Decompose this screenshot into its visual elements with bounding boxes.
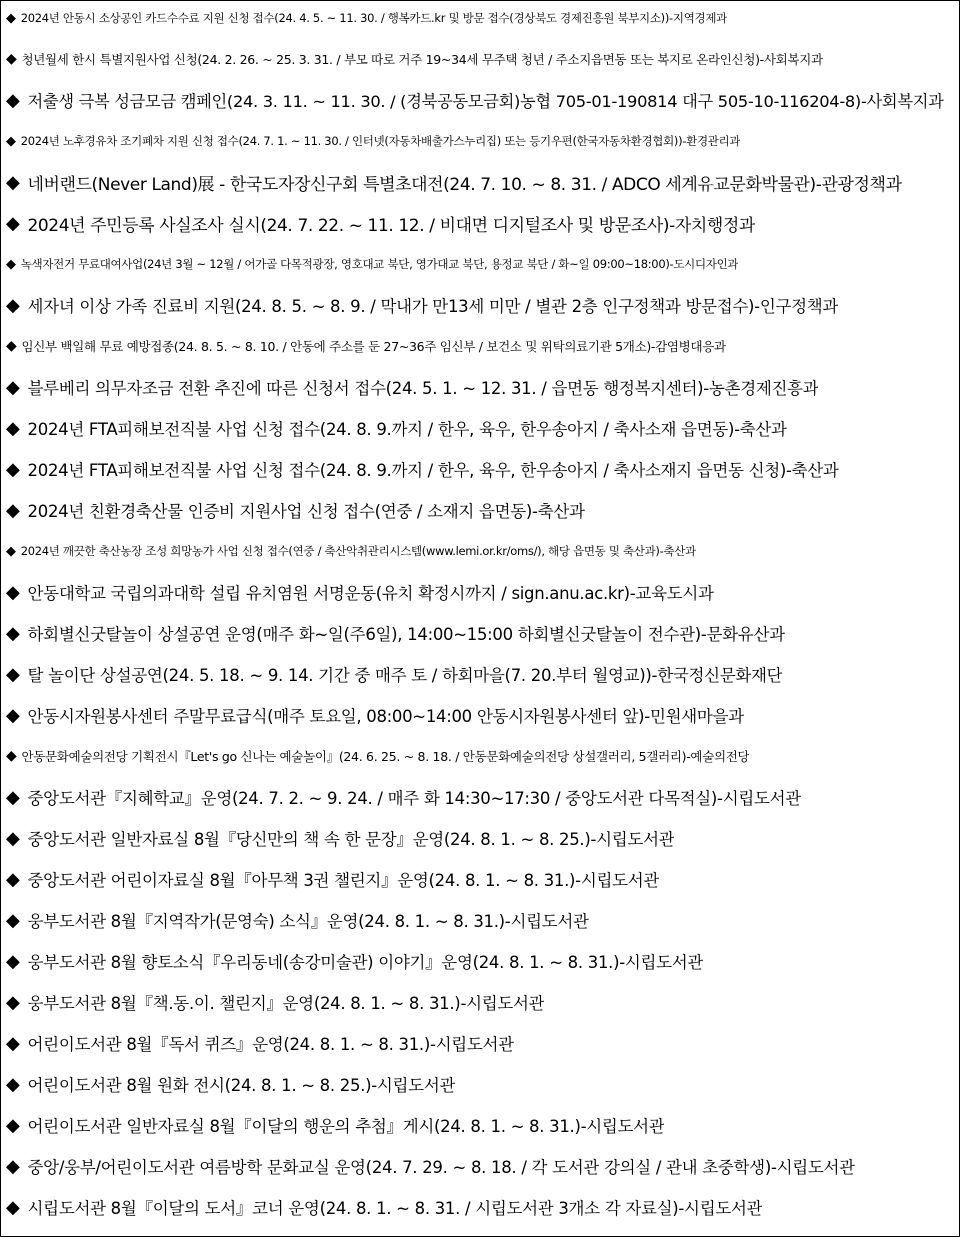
notice-text: 2024년 친환경축산물 인증비 지원사업 신청 접수(연중 / 소재지 읍면동)-축산과	[27, 502, 585, 521]
diamond-bullet-icon: ◆	[6, 543, 16, 559]
notice-text: 저출생 극복 성금모금 캠페인(24. 3. 11. ~ 11. 30. / (경북공동모금회)농협 705-01-190814 대구 505-10-116204-8)-사회복지과	[27, 92, 944, 111]
notice-item	[6, 123, 956, 159]
notice-item	[6, 410, 956, 446]
notice-text: 웅부도서관 8월『지역작가(문영숙) 소식』운영(24. 8. 1. ~ 8. 31.)-시립도서관	[27, 912, 589, 931]
diamond-bullet-icon: ◆	[6, 294, 20, 316]
notice-item	[6, 164, 956, 200]
notice-text: 중앙도서관 일반자료실 8월『당신만의 책 속 한 문장』운영(24. 8. 1. ~ 8. 25.)-시립도서관	[27, 830, 675, 849]
diamond-bullet-icon: ◆	[6, 171, 20, 193]
notice-text: 2024년 FTA피해보전직불 사업 신청 접수(24. 8. 9.까지 / 한우, 육우, 한우송아지 / 축사소재지 읍면동 신청)-축산과	[27, 461, 839, 480]
notice-item	[6, 533, 956, 569]
notice-item	[6, 943, 956, 979]
notice-text: 웅부도서관 8월 향토소식『우리동네(송강미술관) 이야기』운영(24. 8. 1. ~ 8. 31.)-시립도서관	[27, 953, 704, 972]
notice-text: 네버랜드(Never Land)展 - 한국도자장신구회 특별초대전(24. 7. 10. ~ 8. 31. / ADCO 세계유교문화박물관)-관광정책과	[27, 174, 902, 195]
notice-item	[6, 574, 956, 610]
notice-text: 안동시자원봉사센터 주말무료급식(매주 토요일, 08:00~14:00 안동시자원봉사센터 앞)-민원새마을과	[27, 707, 744, 726]
diamond-bullet-icon: ◆	[6, 1114, 20, 1136]
notice-item	[6, 492, 956, 528]
notice-text: 2024년 노후경유차 조기폐차 지원 신청 접수(24. 7. 1. ~ 11. 30. / 인터넷(자동차배출가스누리집) 또는 등기우편(한국자동차환경협회))-환경관리과	[20, 134, 741, 148]
notice-item	[6, 656, 956, 692]
notice-item	[6, 205, 956, 241]
diamond-bullet-icon: ◆	[6, 10, 16, 26]
notice-item	[6, 1025, 956, 1061]
notice-item	[6, 820, 956, 856]
notice-text: 어린이도서관 8월 원화 전시(24. 8. 1. ~ 8. 25.)-시립도서관	[27, 1076, 456, 1095]
notice-text: 시립도서관 8월『이달의 도서』코너 운영(24. 8. 1. ~ 8. 31. / 시립도서관 3개소 각 자료실)-시립도서관	[27, 1199, 763, 1218]
diamond-bullet-icon: ◆	[6, 458, 20, 480]
notice-text: 탈 놀이단 상설공연(24. 5. 18. ~ 9. 14. 기간 중 매주 토 / 하회마을(7. 20.부터 월영교))-한국정신문화재단	[27, 666, 783, 685]
notice-text: 웅부도서관 8월『책.동.이. 챌린지』운영(24. 8. 1. ~ 8. 31.)-시립도서관	[27, 994, 545, 1013]
diamond-bullet-icon: ◆	[6, 417, 20, 439]
notice-item	[6, 0, 956, 36]
diamond-bullet-icon: ◆	[6, 338, 17, 354]
notice-text: 안동문화예술의전당 기획전시『Let's go 신나는 예술놀이』(24. 6. 25. ~ 8. 18. / 안동문화예술의전당 상설갤러리, 5갤러리)-예술의전당	[21, 749, 750, 764]
diamond-bullet-icon: ◆	[6, 991, 20, 1013]
diamond-bullet-icon: ◆	[6, 622, 20, 644]
notice-text: 2024년 FTA피해보전직불 사업 신청 접수(24. 8. 9.까지 / 한우, 육우, 한우송아지 / 축사소재 읍면동)-축산과	[27, 420, 787, 439]
notice-text: 청년월세 한시 특별지원사업 신청(24. 2. 26. ~ 25. 3. 31. / 부모 따로 거주 19~34세 무주택 청년 / 주소지읍면동 또는 복지로 온라인신청)-사회복지과	[21, 52, 823, 67]
notice-text: 2024년 주민등록 사실조사 실시(24. 7. 22. ~ 11. 12. / 비대면 디지털조사 및 방문조사)-자치행정과	[27, 215, 755, 236]
notice-text: 어린이도서관 8월『독서 퀴즈』운영(24. 8. 1. ~ 8. 31.)-시립도서관	[27, 1035, 514, 1054]
diamond-bullet-icon: ◆	[6, 1073, 20, 1095]
notice-text: 중앙도서관『지혜학교』운영(24. 7. 2. ~ 9. 24. / 매주 화 14:30~17:30 / 중앙도서관 다목적실)-시립도서관	[27, 789, 801, 808]
diamond-bullet-icon: ◆	[6, 89, 20, 111]
diamond-bullet-icon: ◆	[6, 1196, 20, 1218]
notice-item	[6, 1189, 956, 1225]
notice-item	[6, 1107, 956, 1143]
diamond-bullet-icon: ◆	[6, 499, 20, 521]
notice-text: 블루베리 의무자조금 전환 추진에 따른 신청서 접수(24. 5. 1. ~ 12. 31. / 읍면동 행정복지센터)-농촌경제진흥과	[27, 379, 819, 398]
notice-item	[6, 246, 956, 282]
notice-item	[6, 287, 956, 323]
notice-text: 어린이도서관 일반자료실 8월『이달의 행운의 추첨』게시(24. 8. 1. ~ 8. 31.)-시립도서관	[27, 1117, 665, 1136]
notice-text: 2024년 안동시 소상공인 카드수수료 지원 신청 접수(24. 4. 5. ~ 11. 30. / 행복카드.kr 및 방문 접수(경상북도 경제진흥원 북부지소))-지역경제과	[20, 11, 727, 25]
diamond-bullet-icon: ◆	[6, 1032, 20, 1054]
diamond-bullet-icon: ◆	[6, 1155, 20, 1177]
notice-text: 세자녀 이상 가족 진료비 지원(24. 8. 5. ~ 8. 9. / 막내가 만13세 미만 / 별관 2층 인구정책과 방문접수)-인구정책과	[27, 297, 839, 316]
notice-text: 중앙/웅부/어린이도서관 여름방학 문화교실 운영(24. 7. 29. ~ 8. 18. / 각 도서관 강의실 / 관내 초중학생)-시립도서관	[27, 1158, 855, 1177]
diamond-bullet-icon: ◆	[6, 827, 20, 849]
notice-text: 안동대학교 국립의과대학 설립 유치염원 서명운동(유치 확정시까지 / sign.anu.ac.kr)-교육도시과	[27, 584, 714, 603]
diamond-bullet-icon: ◆	[6, 950, 20, 972]
diamond-bullet-icon: ◆	[6, 212, 20, 234]
diamond-bullet-icon: ◆	[6, 663, 20, 685]
notice-item	[6, 779, 956, 815]
notice-text: 녹색자전거 무료대여사업(24년 3월 ~ 12월 / 어가골 다목적광장, 영호대교 북단, 영가대교 북단, 용정교 북단 / 화~일 09:00~18:00)-도시디자인과	[20, 257, 739, 271]
notice-item	[6, 328, 956, 364]
notice-item	[6, 41, 956, 77]
diamond-bullet-icon: ◆	[6, 51, 17, 67]
notice-text: 임신부 백일해 무료 예방접종(24. 8. 5. ~ 8. 10. / 안동에 주소를 둔 27~36주 임신부 / 보건소 및 위탁의료기관 5개소)-감염병대응과	[21, 339, 726, 354]
diamond-bullet-icon: ◆	[6, 748, 17, 764]
notice-text: 2024년 깨끗한 축산농장 조성 희망농가 사업 신청 접수(연중 / 축산악취관리시스템(www.lemi.or.kr/oms/), 해당 읍면동 및 축산과)-축산과	[20, 544, 696, 558]
notice-item	[6, 984, 956, 1020]
notice-item	[6, 902, 956, 938]
diamond-bullet-icon: ◆	[6, 133, 16, 149]
notice-item	[6, 1148, 956, 1184]
diamond-bullet-icon: ◆	[6, 581, 20, 603]
notice-item	[6, 615, 956, 651]
diamond-bullet-icon: ◆	[6, 256, 16, 272]
notice-item	[6, 369, 956, 405]
notice-item	[6, 738, 956, 774]
diamond-bullet-icon: ◆	[6, 909, 20, 931]
diamond-bullet-icon: ◆	[6, 376, 20, 398]
notice-text: 중앙도서관 어린이자료실 8월『아무책 3권 챌린지』운영(24. 8. 1. ~ 8. 31.)-시립도서관	[27, 871, 660, 890]
diamond-bullet-icon: ◆	[6, 868, 20, 890]
notice-item	[6, 697, 956, 733]
notice-item	[6, 451, 956, 487]
notice-item	[6, 861, 956, 897]
diamond-bullet-icon: ◆	[6, 786, 20, 808]
notice-item	[6, 82, 956, 118]
diamond-bullet-icon: ◆	[6, 704, 20, 726]
notice-item	[6, 1066, 956, 1102]
notice-text: 하회별신굿탈놀이 상설공연 운영(매주 화~일(주6일), 14:00~15:00 하회별신굿탈놀이 전수관)-문화유산과	[27, 625, 785, 644]
